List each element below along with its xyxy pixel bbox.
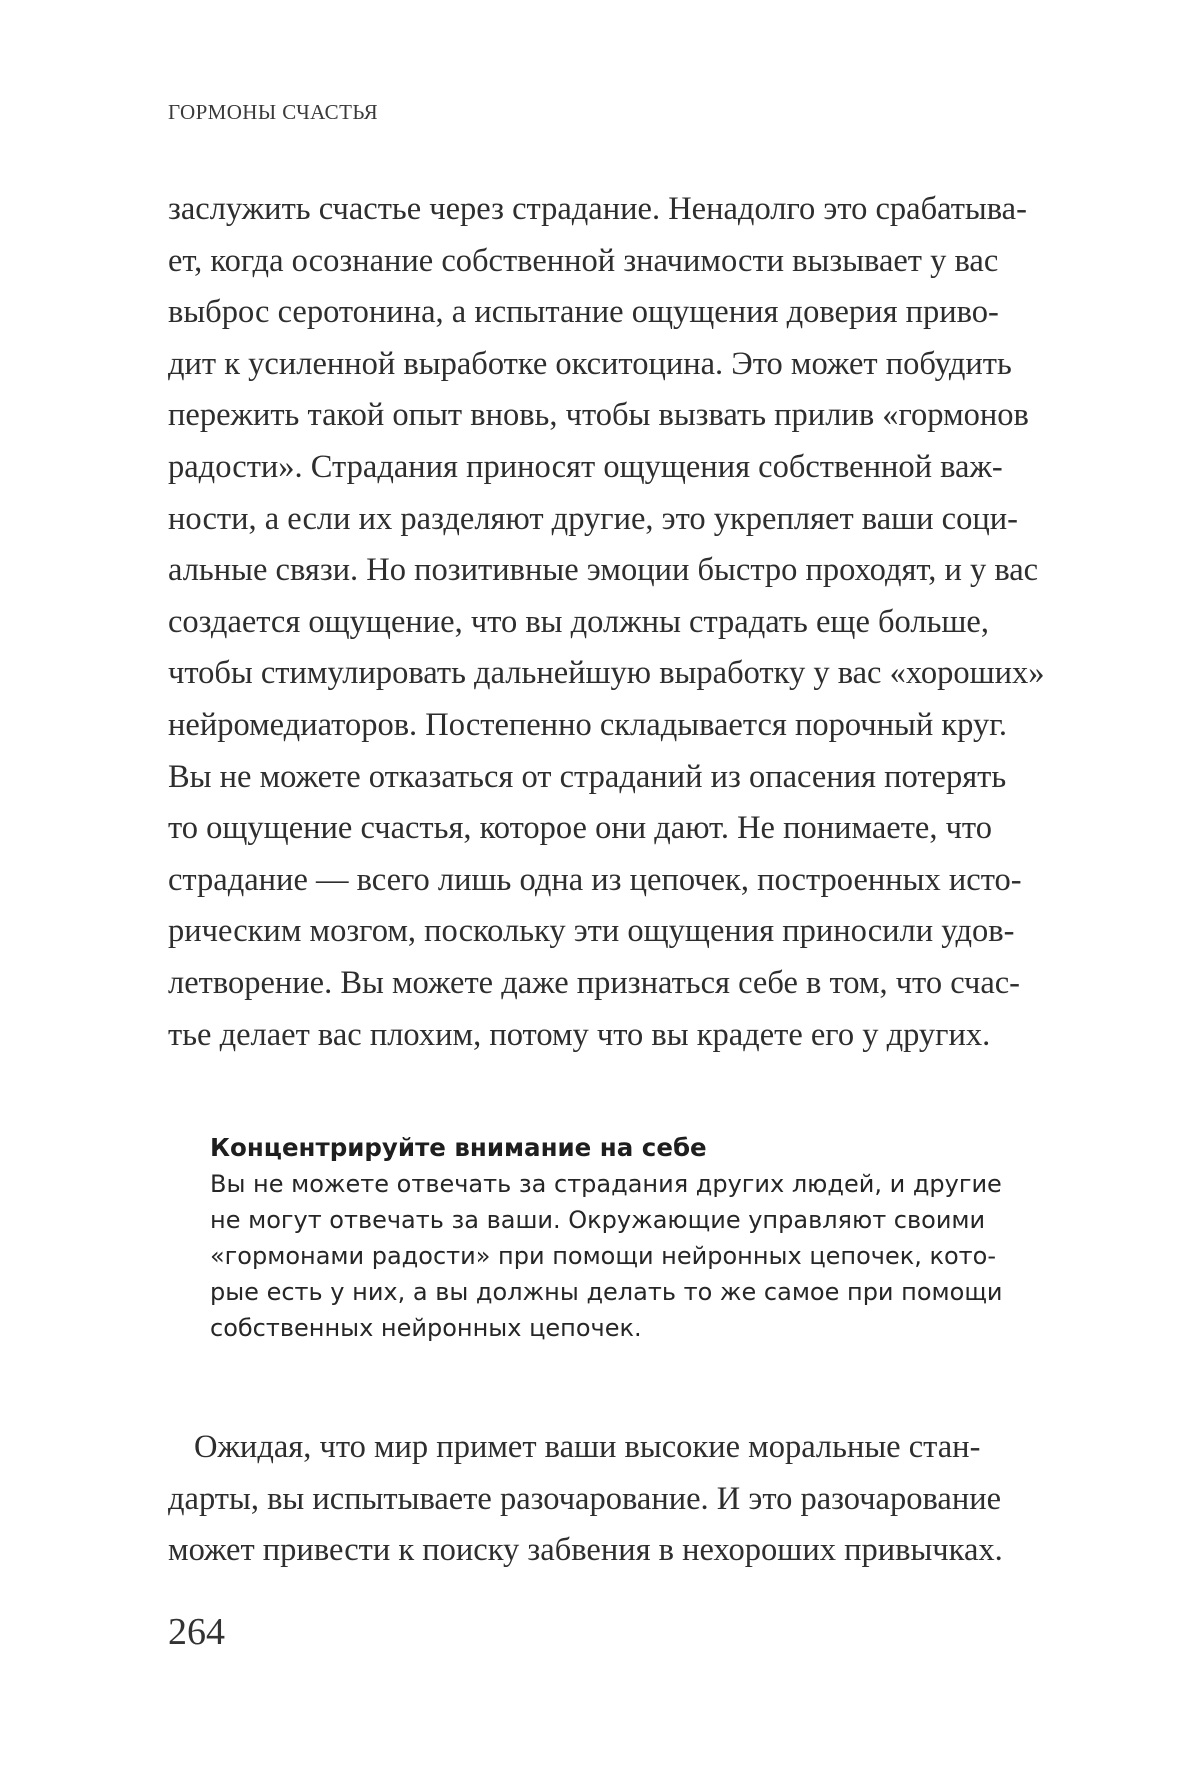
text-line: заслужить счастье через страдание. Ненадолго это срабатыва- (168, 191, 1027, 227)
sidebar-line: не могут отвечать за ваши. Окружающие управляют своими (210, 1206, 986, 1234)
text-line: то ощущение счастья, которое они дают. Не понимаете, что (168, 810, 992, 847)
text-line: ности, а если их разделяют другие, это укрепляет ваши соци- (168, 500, 1018, 537)
text-line: альные связи. Но позитивные эмоции быстро проходят, и у вас (168, 552, 1039, 589)
text-line: радости». Страдания приносят ощущения собственной важ- (168, 448, 1003, 485)
text-line: Вы не можете отказаться от страданий из опасения потерять (168, 758, 1007, 795)
sidebar-title: Концентрируйте внимание на себе (210, 1133, 707, 1162)
text-line: рическим мозгом, поскольку эти ощущения приносили удов- (168, 913, 1015, 950)
text-line: нейромедиаторов. Постепенно складывается порочный круг. (168, 706, 1007, 743)
sidebar-line: Вы не можете отвечать за страдания других людей, и другие (210, 1170, 1002, 1198)
body-paragraph-2 (168, 1422, 1094, 1577)
text-line: тье делает вас плохим, потому что вы крадете его у других. (168, 1016, 991, 1053)
text-line: страдание — всего лишь одна из цепочек, построенных исто- (168, 861, 1022, 898)
text-line: чтобы стимулировать дальнейшую выработку у вас «хороших» (168, 655, 1045, 692)
text-line: ет, когда осознание собственной значимости вызывает у вас (168, 242, 999, 279)
text-line: создается ощущение, что вы должны страдать еще больше, (168, 603, 989, 640)
sidebar-line: собственных нейронных цепочек. (210, 1314, 642, 1342)
text-line: выброс серотонина, а испытание ощущения доверия приво- (168, 294, 999, 331)
text-line: летворение. Вы можете даже признаться себе в том, что счас- (168, 964, 1020, 1001)
running-head: ГОРМОНЫ СЧАСТЬЯ (168, 100, 379, 124)
sidebar-line: рые есть у них, а вы должны делать то же самое при помощи (210, 1278, 1003, 1306)
body-paragraph-1 (168, 184, 1068, 1061)
text-line: дарты, вы испытываете разочарование. И это разочарование (168, 1480, 1002, 1517)
page-number: 264 (168, 1611, 225, 1653)
sidebar-line: «гормонами радости» при помощи нейронных цепочек, кото- (210, 1242, 996, 1270)
sidebar-box (210, 1130, 1030, 1346)
text-line: может привести к поиску забвения в нехороших привычках. (168, 1532, 1003, 1569)
text-line: Ожидая, что мир примет ваши высокие моральные стан- (194, 1429, 981, 1465)
text-line: дит к усиленной выработке окситоцина. Это может побудить (168, 345, 1012, 382)
text-line: пережить такой опыт вновь, чтобы вызвать прилив «гормонов (168, 397, 1029, 434)
